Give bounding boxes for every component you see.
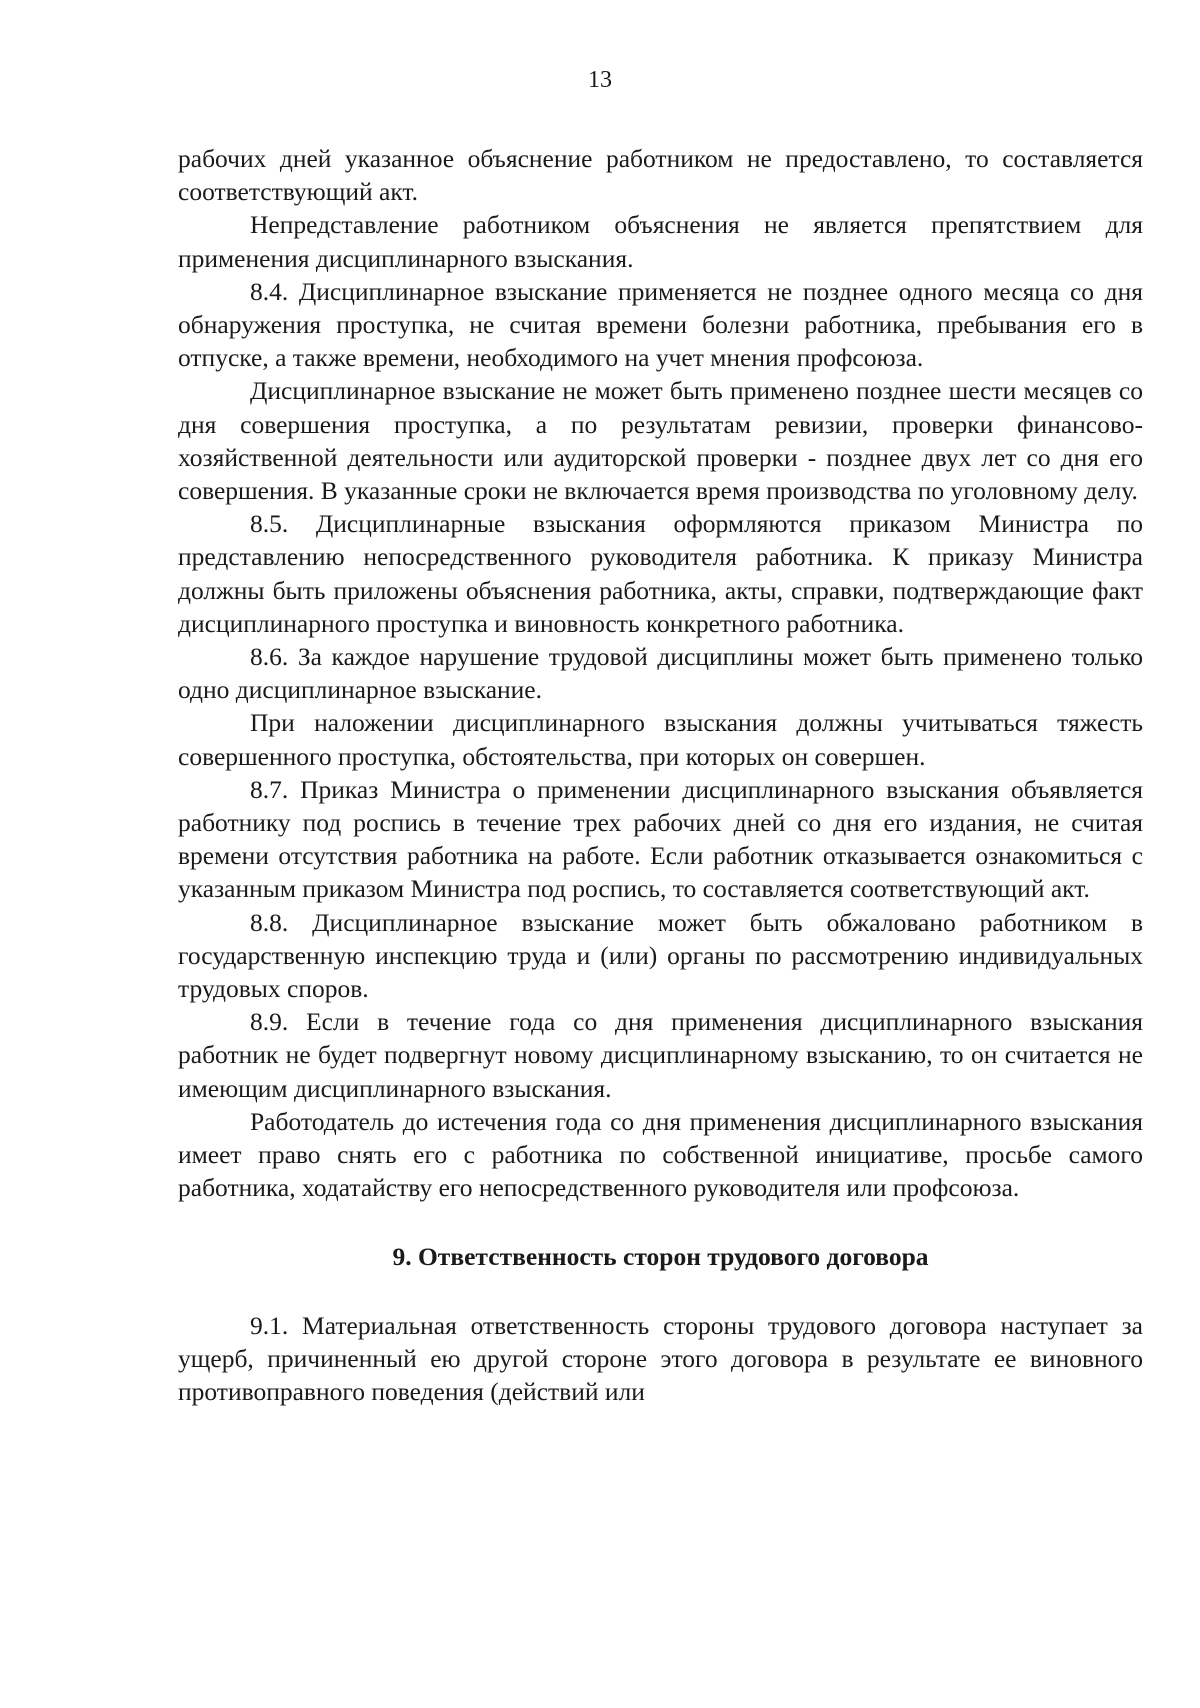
paragraph-8-9: 8.9. Если в течение года со дня применения дисциплинарного взыскания работник не будет подвергнут новому дисциплинарному взысканию, то он считается не имеющим дисциплинарного взыскания. xyxy=(178,1007,1143,1103)
paragraph-9-1: 9.1. Материальная ответственность стороны трудового договора наступает за ущерб, причиненный ею другой стороне этого договора в результате ее виновного противоправного поведения (действий или xyxy=(178,1310,1143,1406)
paragraph: Дисциплинарное взыскание не может быть применено позднее шести месяцев со дня совершения проступка, а по результатам ревизии, проверки финансово-хозяйственной деятельности или аудиторской проверки - позднее двух лет со дня его совершения. В указанные сроки не включается время производства по уголовному делу. xyxy=(178,376,1143,506)
paragraph-8-6: 8.6. За каждое нарушение трудовой дисциплины может быть применено только одно дисциплинарное взыскание. xyxy=(178,642,1143,705)
paragraph-8-4: 8.4. Дисциплинарное взыскание применяется не позднее одного месяца со дня обнаружения проступка, не считая времени болезни работника, пребывания его в отпуске, а также времени, необходимого на учет мнения профсоюза. xyxy=(178,276,1143,373)
section-heading: 9. Ответственность сторон трудового договора xyxy=(392,1241,929,1271)
paragraph: При наложении дисциплинарного взыскания должны учитываться тяжесть совершенного проступка, обстоятельства, при которых он совершен. xyxy=(178,708,1143,771)
page-number: 13 xyxy=(588,67,612,93)
paragraph-8-8: 8.8. Дисциплинарное взыскание может быть обжаловано работником в государственную инспекцию труда и (или) органы по рассмотрению индивидуальных трудовых споров. xyxy=(178,907,1143,1004)
paragraph-continuation: рабочих дней указанное объяснение работником не предоставлено, то составляется соответствующий акт. xyxy=(178,144,1143,207)
document-body xyxy=(178,142,1143,1408)
paragraph: Непредставление работником объяснения не является препятствием для применения дисциплинарного взыскания. xyxy=(178,210,1143,273)
paragraph: Работодатель до истечения года со дня применения дисциплинарного взыскания имеет право снять его с работника по собственной инициативе, просьбе самого работника, ходатайству его непосредственного руководителя или профсоюза. xyxy=(178,1106,1143,1203)
paragraph-8-5: 8.5. Дисциплинарные взыскания оформляются приказом Министра по представлению непосредственного руководителя работника. К приказу Министра должны быть приложены объяснения работника, акты, справки, подтверждающие факт дисциплинарного проступка и виновность конкретного работника. xyxy=(178,509,1143,638)
paragraph-8-7: 8.7. Приказ Министра о применении дисциплинарного взыскания объявляется работнику под роспись в течение трех рабочих дней со дня его издания, не считая времени отсутствия работника на работе. Если работник отказывается ознакомиться с указанным приказом Министра под роспись, то составляется соответствующий акт. xyxy=(178,774,1143,904)
